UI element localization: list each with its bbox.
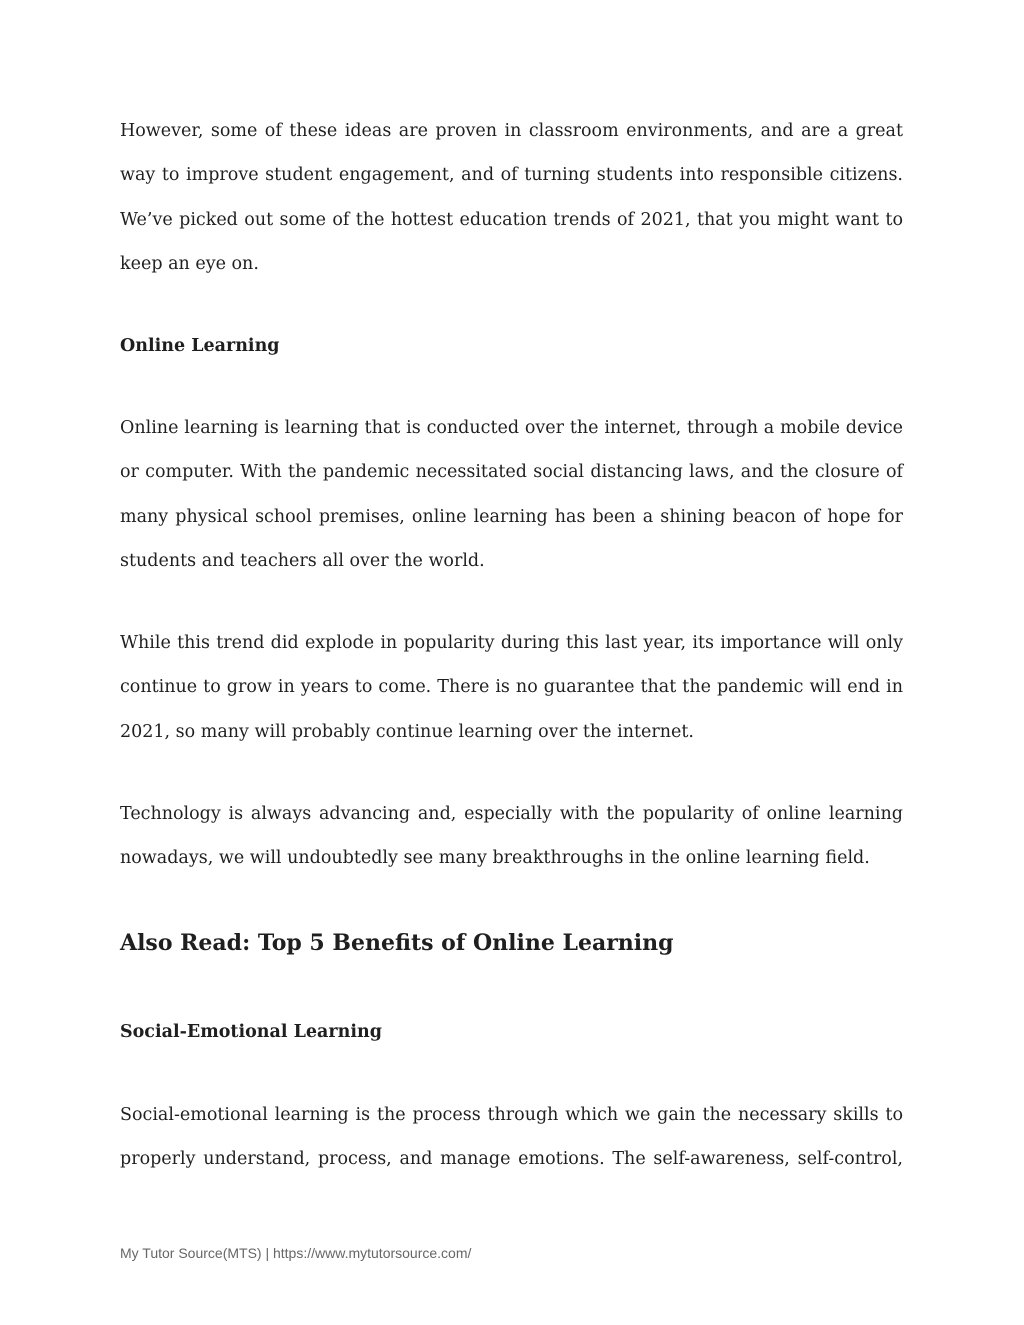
online-learning-paragraph-2: While this trend did explode in popularity during this last year, its importance will only continue to grow in years to come. There is no guarantee that the pandemic will end in 2021, so many will probably continue learning over the internet.	[120, 633, 903, 742]
online-learning-paragraph-3: Technology is always advancing and, especially with the popularity of online learning nowadays, we will undoubtedly see many breakthroughs in the online learning field.	[120, 804, 903, 869]
intro-paragraph: However, some of these ideas are proven in classroom environments, and are a great way to improve student engagement, and of turning students into responsible citizens. We’ve picked out some of the hottest education trends of 2021, that you might want to keep an eye on.	[120, 121, 903, 274]
social-emotional-paragraph-1: Social-emotional learning is the process through which we gain the necessary skills to properly understand, process, and manage emotions. The self-awareness, self-control,	[120, 1105, 903, 1170]
also-read-heading: Also Read: Top 5 Benefits of Online Learning	[120, 930, 674, 956]
page-footer: My Tutor Source(MTS) | https://www.mytutorsource.com/	[120, 1245, 472, 1261]
social-emotional-learning-heading: Social-Emotional Learning	[120, 1022, 382, 1042]
online-learning-paragraph-1: Online learning is learning that is conducted over the internet, through a mobile device or computer. With the pandemic necessitated social distancing laws, and the closure of many physical school premises, online learning has been a shining beacon of hope for students and teachers all over the world.	[120, 418, 903, 571]
online-learning-heading: Online Learning	[120, 336, 280, 356]
